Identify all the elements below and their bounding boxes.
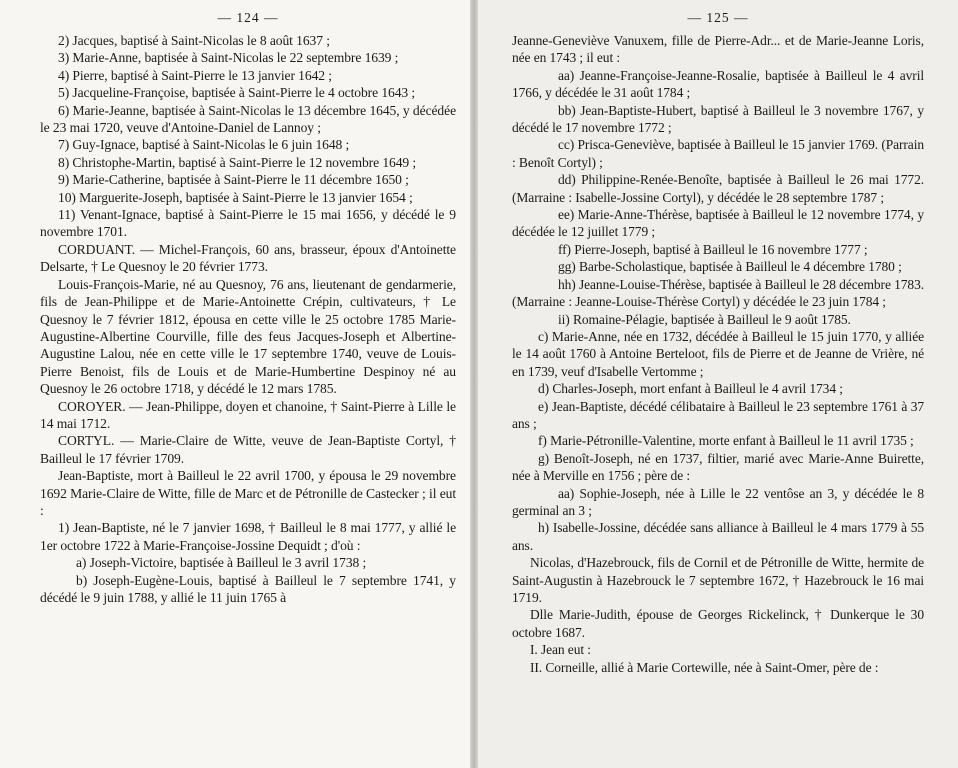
text-line: aa) Sophie-Joseph, née à Lille le 22 ventôse an 3, y décédée le 8 germinal an 3 ; bbox=[512, 485, 924, 518]
text-line: 6) Marie-Jeanne, baptisée à Saint-Nicolas le 13 décembre 1645, y décédée le 23 mai 1720, veuve d'Antoine-Daniel de Lannoy ; bbox=[40, 102, 456, 136]
text-line: II. Corneille, allié à Marie Cortewille, née à Saint-Omer, père de : bbox=[530, 659, 879, 675]
text-line: 7) Guy-Ignace, baptisé à Saint-Nicolas le 6 juin 1648 ; bbox=[58, 137, 350, 153]
text-line: e) Jean-Baptiste, décédé célibataire à Bailleul le 23 septembre 1761 à 37 ans ; bbox=[512, 398, 924, 431]
right-page-text bbox=[512, 32, 924, 676]
text-line: gg) Barbe-Scholastique, baptisée à Bailleul le 4 décembre 1780 ; bbox=[558, 259, 902, 275]
text-line: CORTYL. — Marie-Claire de Witte, veuve de Jean-Baptiste Cortyl, † Bailleul le 17 février 1709. bbox=[40, 433, 456, 466]
text-line: ff) Pierre-Joseph, baptisé à Bailleul le 16 novembre 1777 ; bbox=[558, 241, 868, 257]
text-line: Jean-Baptiste, mort à Bailleul le 22 avril 1700, y épousa le 29 novembre 1692 Marie-Claire de Witte, fille de Marc et de Pétronille de Castecker ; il eut : bbox=[40, 468, 456, 518]
text-line: COROYER. — Jean-Philippe, doyen et chanoine, † Saint-Pierre à Lille le 14 mai 1712. bbox=[40, 398, 456, 431]
text-line: aa) Jeanne-Françoise-Jeanne-Rosalie, baptisée à Bailleul le 4 avril 1766, y décédée le 31 août 1784 ; bbox=[512, 67, 924, 101]
text-line: 9) Marie-Catherine, baptisée à Saint-Pierre le 11 décembre 1650 ; bbox=[58, 172, 409, 188]
page-number-right: — 125 — bbox=[687, 10, 749, 25]
page-number-left: — 124 — bbox=[217, 10, 279, 25]
text-line: 1) Jean-Baptiste, né le 7 janvier 1698, † Bailleul le 8 mai 1777, y allié le 1er octobre 1722 à Marie-Françoise-Jossine Dequidt ; d'où : bbox=[40, 520, 456, 553]
text-line: b) Joseph-Eugène-Louis, baptisé à Bailleul le 7 septembre 1741, y décédé le 9 juin 1788, y allié le 11 juin 1765 à bbox=[40, 572, 456, 605]
text-line: d) Charles-Joseph, mort enfant à Bailleul le 4 avril 1734 ; bbox=[538, 381, 843, 397]
text-line: 10) Marguerite-Joseph, baptisée à Saint-Pierre le 13 janvier 1654 ; bbox=[58, 189, 413, 205]
left-page-text bbox=[40, 32, 456, 606]
text-line: 4) Pierre, baptisé à Saint-Pierre le 13 janvier 1642 ; bbox=[58, 67, 332, 83]
text-line: Jeanne-Geneviève Vanuxem, fille de Pierre-Adr... et de Marie-Jeanne Loris, née en 1743 ; il eut : bbox=[512, 33, 924, 66]
right-page bbox=[478, 0, 958, 768]
text-line: g) Benoît-Joseph, né en 1737, filtier, marié avec Marie-Anne Buirette, née à Merville en 1756 ; père de : bbox=[512, 450, 924, 484]
text-line: ii) Romaine-Pélagie, baptisée à Bailleul le 9 août 1785. bbox=[558, 311, 851, 327]
text-line: 3) Marie-Anne, baptisée à Saint-Nicolas le 22 septembre 1639 ; bbox=[58, 50, 399, 66]
text-line: Louis-François-Marie, né au Quesnoy, 76 ans, lieutenant de gendarmerie, fils de Jean-Philippe et de Marie-Antoinette Crépin, cultivateurs, † Le Quesnoy le 7 février 1812, épousa en cette ville le 25 octobre 1785 Marie-Augustine-Albertine Courville, fille des feus Jacques-Joseph et Albertine-Augustine Lalou, née en cette ville le 17 septembre 1740, veuve de Louis-Pierre Benoist, fils de Louis et de Marie-Humbertine Despinoy né au Quesnoy le 26 octobre 1718, y décédé le 12 mars 1785. bbox=[40, 276, 456, 397]
text-line: 5) Jacqueline-Françoise, baptisée à Saint-Pierre le 4 octobre 1643 ; bbox=[58, 85, 416, 101]
text-line: CORDUANT. — Michel-François, 60 ans, brasseur, époux d'Antoinette Delsarte, † Le Quesnoy le 20 février 1773. bbox=[40, 241, 456, 275]
left-page bbox=[0, 0, 470, 768]
text-line: c) Marie-Anne, née en 1732, décédée à Bailleul le 15 juin 1770, y alliée le 14 août 1760 à Antoine Berteloot, fils de Pierre et de Jeanne de Vrière, né en 1739, veuf d'Isabelle Vertomme ; bbox=[512, 328, 924, 379]
text-line: 11) Venant-Ignace, baptisé à Saint-Pierre le 15 mai 1656, y décédé le 9 novembre 1701. bbox=[40, 207, 456, 240]
text-line: cc) Prisca-Geneviève, baptisée à Bailleul le 15 janvier 1769. (Parrain : Benoît Cortyl) ; bbox=[512, 137, 924, 170]
text-line: 8) Christophe-Martin, baptisé à Saint-Pierre le 12 novembre 1649 ; bbox=[58, 154, 417, 170]
text-line: hh) Jeanne-Louise-Thérèse, baptisée à Bailleul le 28 décembre 1783. (Marraine : Jeanne-Louise-Thérèse Cortyl) y décédée le 23 juin 1784 ; bbox=[512, 276, 924, 310]
text-line: dd) Philippine-Renée-Benoîte, baptisée à Bailleul le 26 mai 1772. (Marraine : Isabelle-Jossine Cortyl), y décédée le 28 septembre 1787 ; bbox=[512, 172, 924, 205]
text-line: Nicolas, d'Hazebrouck, fils de Cornil et de Pétronille de Witte, hermite de Saint-Augustin à Hazebrouck le 7 septembre 1672, † Hazebrouck le 16 mai 1719. bbox=[512, 555, 924, 605]
book-gutter bbox=[470, 0, 478, 768]
text-line: h) Isabelle-Jossine, décédée sans alliance à Bailleul le 4 mars 1779 à 55 ans. bbox=[512, 520, 924, 553]
text-line: bb) Jean-Baptiste-Hubert, baptisé à Bailleul le 3 novembre 1767, y décédé le 17 novembre 1772 ; bbox=[512, 102, 924, 136]
text-line: 2) Jacques, baptisé à Saint-Nicolas le 8 août 1637 ; bbox=[58, 33, 330, 48]
text-line: Dlle Marie-Judith, épouse de Georges Rickelinck, † Dunkerque le 30 octobre 1687. bbox=[512, 607, 924, 640]
text-line: ee) Marie-Anne-Thérèse, baptisée à Bailleul le 12 novembre 1774, y décédée le 12 juillet 1779 ; bbox=[512, 207, 924, 240]
text-line: I. Jean eut : bbox=[530, 642, 591, 658]
text-line: a) Joseph-Victoire, baptisée à Bailleul le 3 avril 1738 ; bbox=[76, 555, 367, 571]
text-line: f) Marie-Pétronille-Valentine, morte enfant à Bailleul le 11 avril 1735 ; bbox=[538, 433, 914, 449]
